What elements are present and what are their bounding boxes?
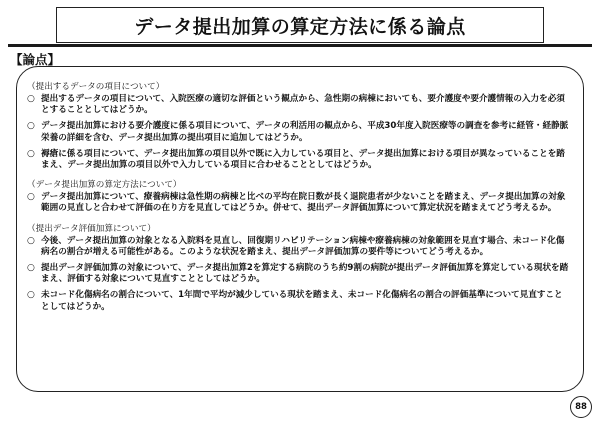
page-number-text: 88 <box>575 402 587 412</box>
bullet-circle-icon: ○ <box>27 94 35 104</box>
group-heading: （提出するデータの項目について） <box>27 82 165 92</box>
list-item-text: 褥瘡に係る項目について、データ提出加算の項目以外で既に入力している項目と、データ提出加算における項目が異なっていることを踏まえ、データ提出加算の項目以外で入力している項目に合わせることとしてはどうか。 <box>41 148 565 171</box>
list-item <box>27 192 571 214</box>
list-item <box>27 121 571 143</box>
group-heading: （提出データ評価加算について） <box>27 223 156 234</box>
list-item <box>27 94 571 116</box>
list-item-text: データ提出加算における要介護度に係る項目について、データの利活用の観点から、平成30年度入院医療等の調査を参考に経管・経静脈栄養の詳細を含む、データ提出加算の提出項目に追加してはどうか。 <box>41 121 569 143</box>
slide-title-text: データ提出加算の算定方法に係る論点 <box>134 15 466 38</box>
group-heading: （データ提出加算の算定方法について） <box>27 180 182 191</box>
list-item <box>27 149 571 171</box>
list-item-text: 提出するデータの項目について、入院医療の適切な評価という観点から、急性期の病棟においても、要介護度や要介護情報の入力を必須とすることとしてはどうか。 <box>41 94 565 116</box>
bullet-circle-icon: ○ <box>27 263 35 274</box>
list-item-text: 提出データ評価加算の対象について、データ提出加算2を算定する病院のうち約9割の病院が提出データ評価加算を算定している現状を踏まえ、評価する対象について見直すこととしてはどうか。 <box>41 263 569 285</box>
page-number <box>570 396 592 418</box>
bullet-circle-icon: ○ <box>27 290 35 301</box>
list-item-text: 今後、データ提出加算の対象となる入院料を見直し、回復期リハビリテーション病棟や療養病棟の対象範囲を見直す場合、未コード化傷病名の割合が増える可能性がある。このような状況を踏まえ、提出データ評価加算の要件等についてどう考えるか。 <box>41 235 565 257</box>
title-underline <box>8 44 592 47</box>
bullet-circle-icon: ○ <box>27 148 35 159</box>
bullet-circle-icon: ○ <box>27 192 35 203</box>
slide-title <box>56 7 544 43</box>
list-item <box>27 236 571 258</box>
bullet-circle-icon: ○ <box>27 235 35 246</box>
list-item-text: データ提出加算について、療養病棟は急性期の病棟と比べの平均在院日数が長く退院患者が少ないことを踏まえ、データ提出加算の対象範囲の見直しと合わせて評価の在り方を見直してはどうか。併せて、提出データ評価加算について算定状況を踏まえてどう考えるか。 <box>41 192 566 214</box>
list-item-text: 未コード化傷病名の割合について、1年間で平均が減少している現状を踏まえ、未コード化傷病名の割合の評価基準について見直すこととしてはどうか。 <box>41 290 563 312</box>
bullet-circle-icon: ○ <box>27 121 35 132</box>
section-label: 【論点】 <box>10 52 61 67</box>
discussion-points-box <box>16 66 584 392</box>
list-item <box>27 290 571 312</box>
list-item <box>27 263 571 285</box>
